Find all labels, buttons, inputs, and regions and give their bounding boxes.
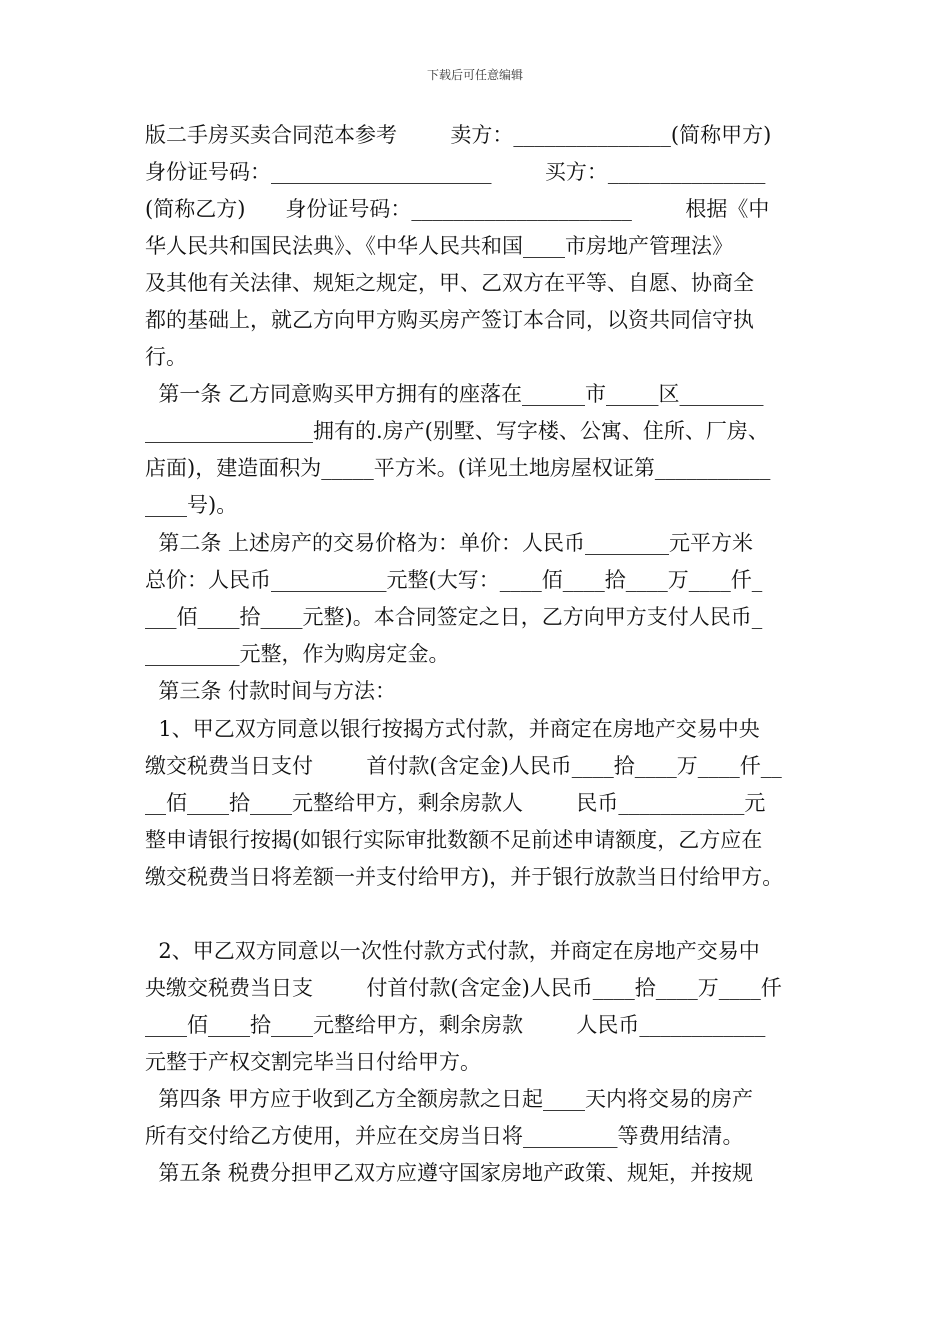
body-line: 1、甲乙双方同意以银行按揭方式付款，并商定在房地产交易中央 [145,717,760,741]
body-line: 2、甲乙双方同意以一次性付款方式付款，并商定在房地产交易中 [145,939,760,963]
body-line: 第四条 甲方应于收到乙方全额房款之日起____天内将交易的房产 [145,1087,754,1111]
body-line: 央缴交税费当日支 付首付款(含定金)人民币____拾____万____仟 [145,976,782,1000]
body-line: 元整于产权交割完毕当日付给甲方。 [145,1050,481,1074]
body-line: 店面)，建造面积为_____平方米。(详见土地房屋权证第___________ [145,456,771,480]
body-line: 第三条 付款时间与方法： [145,679,397,703]
body-line: 版二手房买卖合同范本参考 卖方：_______________(简称甲方) [145,123,772,147]
body-line: 行。 [145,345,187,369]
body-line: ____号)。 [145,493,238,517]
body-line: 及其他有关法律、规矩之规定，甲、乙双方在平等、自愿、协商全 [145,271,754,295]
body-line: ________________拥有的.房产(别墅、写字楼、公寓、住所、厂房、 [145,419,769,443]
body-line: (简称乙方) 身份证号码：_____________________ 根据《中 [145,197,770,221]
body-line: 都的基础上，就乙方向甲方购买房产签订本合同，以资共同信守执 [145,308,754,332]
body-line: 身份证号码：_____________________ 买方：_______________ [145,160,766,184]
body-line: 总价：人民币___________元整(大写：____佰____拾____万____仟_ [145,568,763,592]
body-line: 整申请银行按揭(如银行实际审批数额不足前述申请额度，乙方应在 [145,828,763,852]
body-line: 第二条 上述房产的交易价格为：单价：人民币________元平方米 [145,531,754,555]
body-line: 第一条 乙方同意购买甲方拥有的座落在______市_____区________ [145,382,764,406]
body-line: _________元整，作为购房定金。 [145,642,450,666]
body-line: 缴交税费当日支付 首付款(含定金)人民币____拾____万____仟__ [145,754,782,778]
body-line: 华人民共和国民法典》、《中华人民共和国____市房地产管理法》 [145,234,733,258]
body-line: 所有交付给乙方使用，并应在交房当日将_________等费用结清。 [145,1124,744,1148]
body-line: 第五条 税费分担甲乙双方应遵守国家房地产政策、规矩，并按规 [145,1161,754,1185]
body-line: ____佰____拾____元整给甲方，剩余房款 人民币____________ [145,1013,766,1037]
body-line: 缴交税费当日将差额一并支付给甲方)，并于银行放款当日付给甲方。 [145,865,784,889]
body-line: ___佰____拾____元整)。本合同签定之日，乙方向甲方支付人民币_ [145,605,763,629]
page-header: 下载后可任意编辑 [426,68,523,82]
body-line: __佰____拾____元整给甲方，剩余房款人 民币____________元 [145,791,766,815]
